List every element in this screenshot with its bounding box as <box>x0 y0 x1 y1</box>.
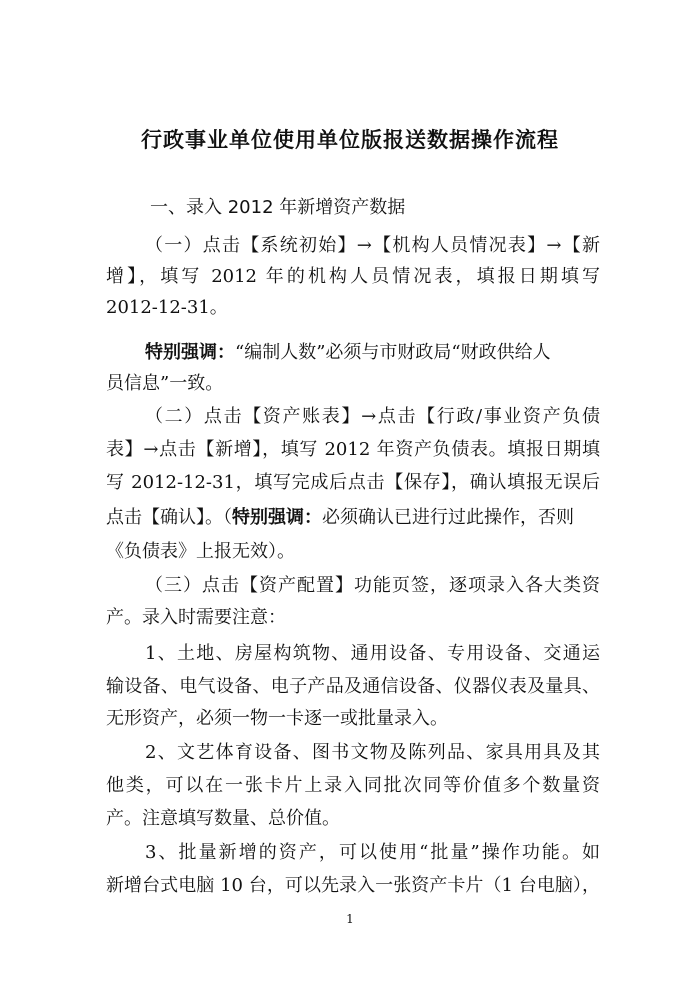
note-1-line-2: 员信息”一致。 <box>106 373 224 394</box>
list-item-3-line-1: 3、批量新增的资产，可以使用“批量”操作功能。如 <box>145 842 600 863</box>
paragraph-2-line-5: 《负债表》上报无效）。 <box>106 541 295 562</box>
emphasis-label: 特别强调： <box>145 342 235 363</box>
paragraph-2-line-4 <box>106 505 600 531</box>
paragraph-1-line-1: （一）点击【系统初始】→【机构人员情况表】→【新 <box>145 235 600 256</box>
list-item-2-line-1: 2、文艺体育设备、图书文物及陈列品、家具用具及其 <box>145 742 600 763</box>
paragraph-2-line-1: （二）点击【资产账表】→点击【行政/事业资产负债 <box>145 406 600 427</box>
paragraph-2-line-3: 写 2012-12-31，填写完成后点击【保存】，确认填报无误后 <box>106 472 600 493</box>
list-item-2-line-2: 他类，可以在一张卡片上录入同批次同等价值多个数量资 <box>106 775 600 796</box>
paragraph-1-line-3: 2012-12-31。 <box>106 297 228 318</box>
paragraph-2-line-2: 表】→点击【新增】，填写 2012 年资产负债表。填报日期填 <box>106 439 600 460</box>
list-item-1-line-1: 1、土地、房屋构筑物、通用设备、专用设备、交通运 <box>145 643 600 664</box>
list-item-1-line-2: 输设备、电气设备、电子产品及通信设备、仪器仪表及量具、 <box>106 676 600 697</box>
paragraph-3-line-1: （三）点击【资产配置】功能页签，逐项录入各大类资 <box>145 575 600 596</box>
paragraph-2-line-4-pre: 点击【确认】。（ <box>106 507 232 528</box>
emphasis-label: 特别强调： <box>232 507 322 528</box>
document-title: 行政事业单位使用单位版报送数据操作流程 <box>141 128 559 152</box>
list-item-2-line-3: 产。注意填写数量、总价值。 <box>106 808 340 829</box>
section-heading: 一、录入 2012 年新增资产数据 <box>150 197 406 218</box>
list-item-1-line-3: 无形资产，必须一物一卡逐一或批量录入。 <box>106 708 448 729</box>
paragraph-2-line-4-rest: 必须确认已进行过此操作，否则 <box>322 507 574 528</box>
list-item-3-line-2: 新增台式电脑 10 台，可以先录入一张资产卡片（1 台电脑）， <box>106 875 600 896</box>
note-1-line-1 <box>145 340 600 366</box>
paragraph-1-line-2: 增】，填写 2012 年的机构人员情况表，填报日期填写 <box>106 266 600 287</box>
note-1-text: “编制人数”必须与市财政局“财政供给人 <box>235 342 551 363</box>
page-number: 1 <box>346 912 354 926</box>
paragraph-3-line-2: 产。录入时需要注意： <box>106 607 286 628</box>
